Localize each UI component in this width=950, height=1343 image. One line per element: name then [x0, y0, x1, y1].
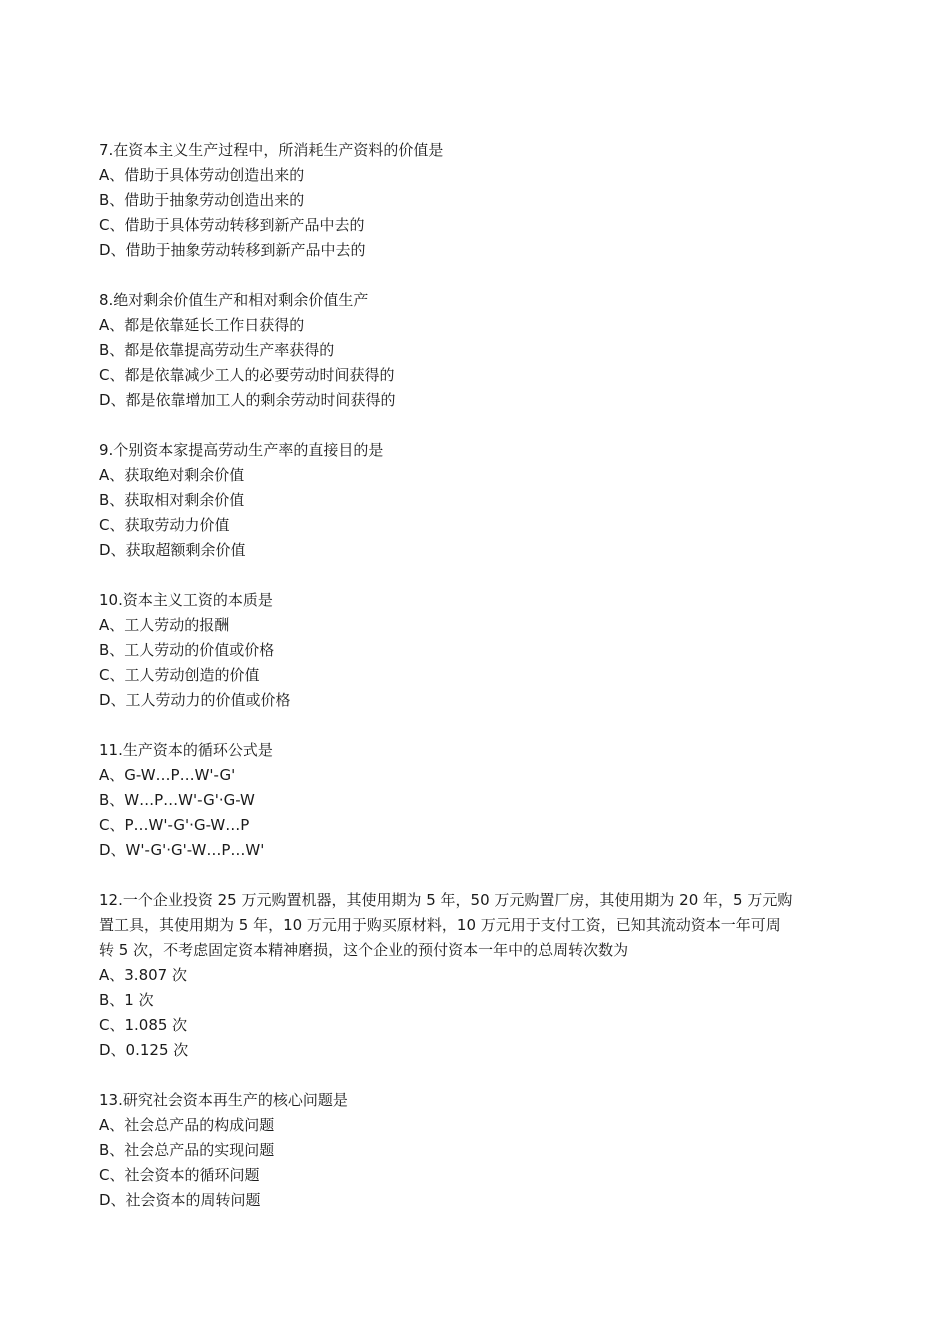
option-a: A、获取绝对剩余价值	[99, 466, 245, 484]
option-d: D、0.125 次	[99, 1041, 189, 1059]
option-c: C、1.085 次	[99, 1016, 188, 1034]
option-a: A、借助于具体劳动创造出来的	[99, 166, 305, 184]
question-stem-line-1: 12.一个企业投资 25 万元购置机器，其使用期为 5 年，50 万元购置厂房，其使用期为 20 年，5 万元购	[99, 891, 793, 909]
question-stem: 13.研究社会资本再生产的核心问题是	[99, 1091, 348, 1109]
question-7	[99, 138, 859, 263]
option-b: B、工人劳动的价值或价格	[99, 641, 275, 659]
question-10	[99, 588, 859, 713]
option-a: A、G-W…P…W'-G'	[99, 766, 236, 784]
question-stem: 7.在资本主义生产过程中，所消耗生产资料的价值是	[99, 141, 444, 159]
question-stem: 11.生产资本的循环公式是	[99, 741, 273, 759]
option-a: A、都是依靠延长工作日获得的	[99, 316, 305, 334]
option-a: A、3.807 次	[99, 966, 187, 984]
option-d: D、都是依靠增加工人的剩余劳动时间获得的	[99, 391, 396, 409]
question-stem-line-2: 置工具，其使用期为 5 年，10 万元用于购买原材料，10 万元用于支付工资，已知其流动资本一年可周	[99, 916, 781, 934]
option-c: C、工人劳动创造的价值	[99, 666, 260, 684]
option-c: C、获取劳动力价值	[99, 516, 230, 534]
question-12	[99, 888, 859, 1063]
question-8	[99, 288, 859, 413]
option-c: C、都是依靠减少工人的必要劳动时间获得的	[99, 366, 395, 384]
option-d: D、获取超额剩余价值	[99, 541, 246, 559]
option-d: D、W'-G'·G'-W…P…W'	[99, 841, 265, 859]
option-b: B、借助于抽象劳动创造出来的	[99, 191, 305, 209]
option-a: A、社会总产品的构成问题	[99, 1116, 275, 1134]
question-stem: 8.绝对剩余价值生产和相对剩余价值生产	[99, 291, 369, 309]
option-c: C、P…W'-G'·G-W…P	[99, 816, 250, 834]
question-stem: 9.个别资本家提高劳动生产率的直接目的是	[99, 441, 384, 459]
question-stem: 10.资本主义工资的本质是	[99, 591, 273, 609]
question-13	[99, 1088, 859, 1213]
option-d: D、社会资本的周转问题	[99, 1191, 261, 1209]
option-b: B、都是依靠提高劳动生产率获得的	[99, 341, 335, 359]
option-a: A、工人劳动的报酬	[99, 616, 230, 634]
option-c: C、借助于具体劳动转移到新产品中去的	[99, 216, 365, 234]
option-d: D、工人劳动力的价值或价格	[99, 691, 291, 709]
option-d: D、借助于抽象劳动转移到新产品中去的	[99, 241, 366, 259]
option-b: B、W…P…W'-G'·G-W	[99, 791, 255, 809]
option-b: B、获取相对剩余价值	[99, 491, 245, 509]
option-c: C、社会资本的循环问题	[99, 1166, 260, 1184]
option-b: B、1 次	[99, 991, 154, 1009]
question-stem-line-3: 转 5 次，不考虑固定资本精神磨损，这个企业的预付资本一年中的总周转次数为	[99, 941, 629, 959]
document-page	[99, 138, 859, 1238]
option-b: B、社会总产品的实现问题	[99, 1141, 275, 1159]
question-11	[99, 738, 859, 863]
question-9	[99, 438, 859, 563]
